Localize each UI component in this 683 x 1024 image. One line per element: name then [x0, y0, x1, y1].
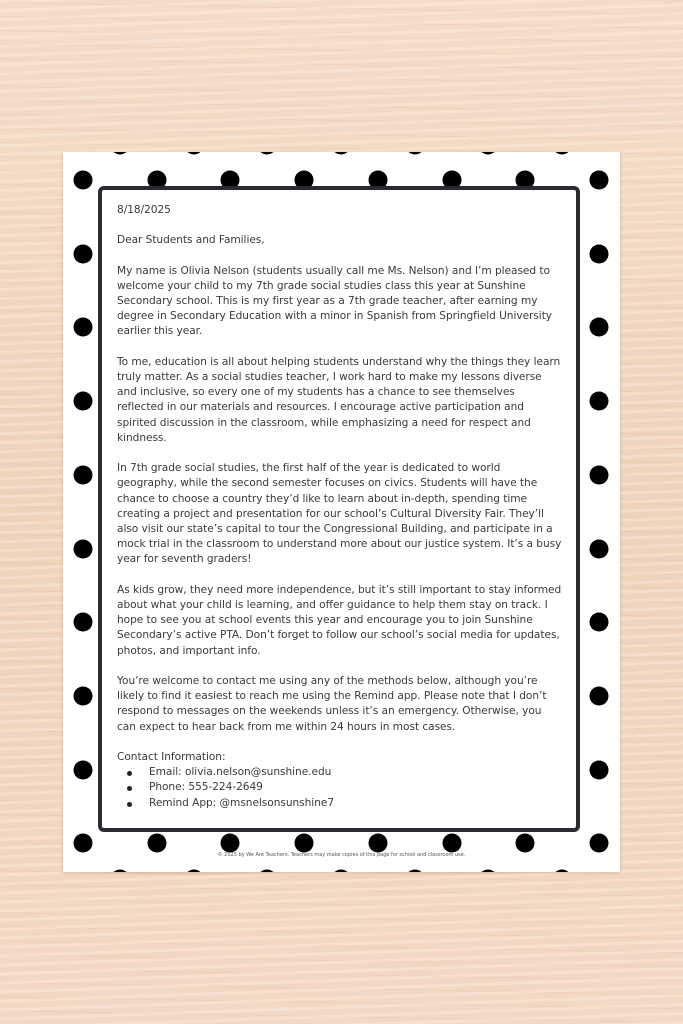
- dot-icon: [590, 244, 609, 263]
- dot-icon: [331, 870, 350, 873]
- letter-body: [117, 203, 562, 811]
- copyright-footer: © 2025 by We Are Teachers. Teachers may make copies of this page for school and classroom use.: [217, 852, 466, 858]
- dot-icon: [258, 870, 277, 873]
- dot-icon: [590, 613, 609, 632]
- dot-icon: [110, 870, 129, 873]
- paragraph-involvement: As kids grow, they need more independence, but it’s still important to stay informed about what your child is learning, and offer guidance to help them stay on track. I hope to see you at school events this year and encourage you to join Sunshine Secondary’s active PTA. Don’t forget to follow our school’s social media for updates, photos, and important info.: [117, 583, 562, 657]
- contact-heading: Contact Information:: [117, 751, 226, 764]
- dot-icon: [74, 392, 93, 411]
- dot-icon: [590, 686, 609, 705]
- contact-phone: [117, 780, 562, 795]
- dot-icon: [295, 834, 314, 853]
- dot-icon: [589, 834, 608, 853]
- contact-phone-text: Phone: 555-224-2649: [149, 781, 263, 794]
- letter-date: 8/18/2025: [117, 204, 171, 216]
- contact-list: [117, 765, 562, 811]
- dot-icon: [74, 686, 93, 705]
- salutation: Dear Students and Families,: [117, 234, 265, 247]
- dot-icon: [221, 834, 240, 853]
- dot-icon: [184, 152, 203, 155]
- dot-icon: [74, 171, 93, 190]
- letter-frame: [98, 186, 580, 832]
- dot-icon: [147, 834, 166, 853]
- bullet-icon: [127, 786, 132, 791]
- dot-icon: [74, 834, 93, 853]
- contact-email: [117, 765, 562, 780]
- dot-icon: [74, 244, 93, 263]
- dot-icon: [74, 318, 93, 337]
- contact-remind-text: Remind App: @msnelsonsunshine7: [149, 796, 335, 809]
- dot-icon: [516, 834, 535, 853]
- dot-icon: [590, 392, 609, 411]
- letter-page: [63, 152, 620, 872]
- dot-icon: [405, 870, 424, 873]
- dot-icon: [405, 152, 424, 155]
- dot-icon: [368, 834, 387, 853]
- dot-icon: [74, 465, 93, 484]
- dot-icon: [479, 152, 498, 155]
- contact-email-text: Email: olivia.nelson@sunshine.edu: [149, 766, 332, 779]
- dot-icon: [74, 760, 93, 779]
- dot-icon: [110, 152, 129, 155]
- dot-icon: [331, 152, 350, 155]
- dot-icon: [74, 613, 93, 632]
- dot-icon: [479, 870, 498, 873]
- bullet-icon: [127, 771, 132, 776]
- dot-icon: [590, 539, 609, 558]
- dot-icon: [442, 834, 461, 853]
- dot-icon: [553, 870, 572, 873]
- dot-icon: [590, 465, 609, 484]
- paragraph-philosophy: To me, education is all about helping students understand why the things they learn truly matter. As a social studies teacher, I work hard to make my lessons diverse and inclusive, so every one of my students has a chance to see themselves reflected in our materials and resources. I encourage active participation and spirited discussion in the classroom, while emphasizing a need for respect and kindness.: [117, 355, 561, 444]
- paragraph-curriculum: In 7th grade social studies, the first half of the year is dedicated to world geography, while the second semester focuses on civics. Students will have the chance to choose a country they’d like to learn about in-depth, spending time creating a project and presentation for our school’s Cultural Diversity Fair. They’ll also visit our state’s capital to tour the Congressional Building, and participate in a mock trial in the classroom to understand more about our justice system. It’s a busy year for seventh graders!: [117, 462, 562, 566]
- paragraph-intro: My name is Olivia Nelson (students usually call me Ms. Nelson) and I’m pleased to welcome your child to my 7th grade social studies class this year at Sunshine Secondary school. This is my first year as a 7th grade teacher, after earning my degree in Secondary Education with a minor in Spanish from Springfield University earlier this year.: [117, 264, 553, 338]
- dot-icon: [553, 152, 572, 155]
- dot-icon: [590, 760, 609, 779]
- dot-icon: [258, 152, 277, 155]
- dot-icon: [74, 539, 93, 558]
- dot-icon: [589, 171, 608, 190]
- dot-icon: [590, 318, 609, 337]
- contact-remind: [117, 796, 562, 811]
- dot-icon: [184, 870, 203, 873]
- paragraph-contact-policy: You’re welcome to contact me using any of the methods below, although you’re likely to find it easiest to reach me using the Remind app. Please note that I don’t respond to messages on the weekends unless it’s an emergency. Otherwise, you can expect to hear back from me within 24 hours in most cases.: [117, 675, 547, 733]
- bullet-icon: [127, 802, 132, 807]
